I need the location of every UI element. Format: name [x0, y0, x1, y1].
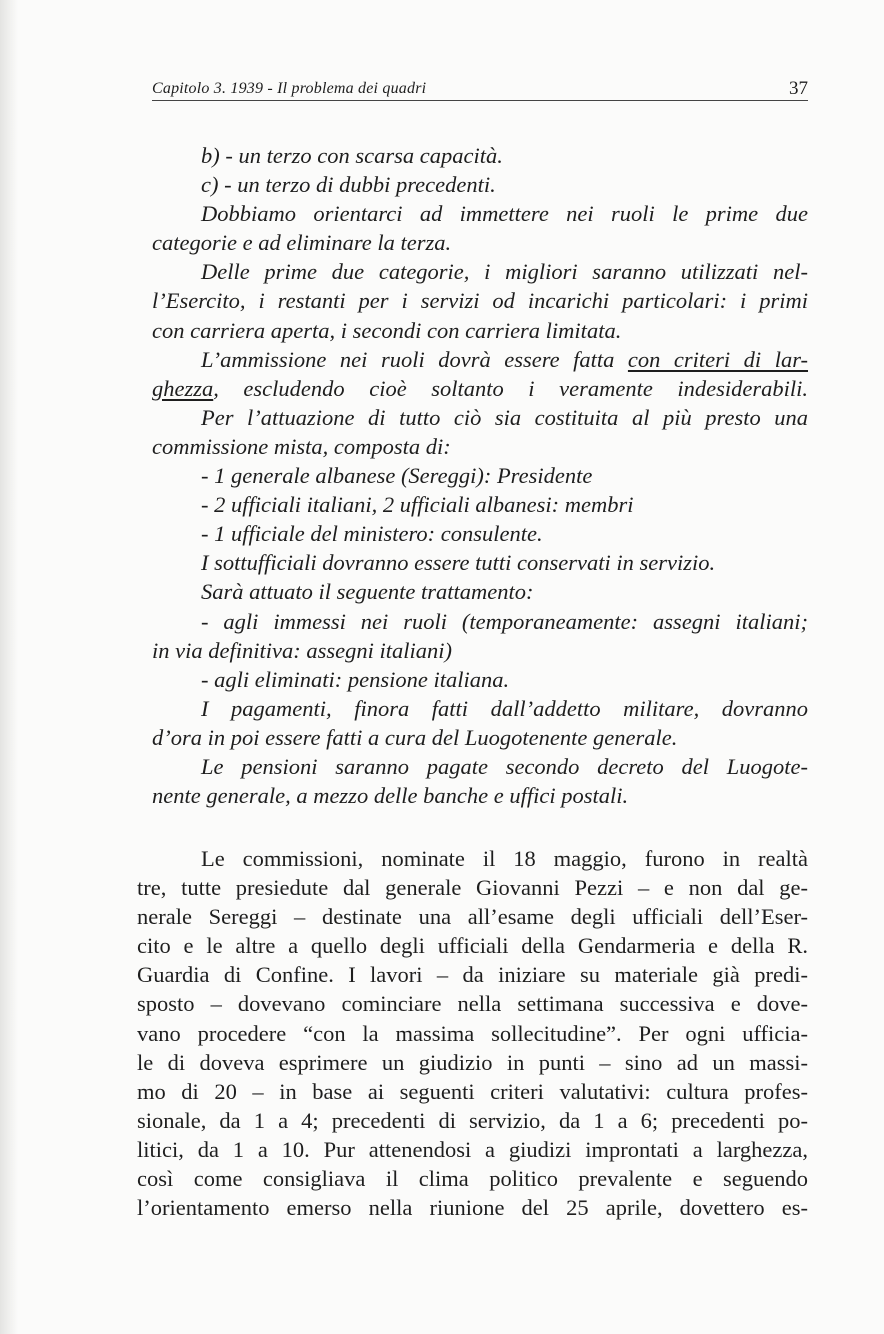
- quote-line: I pagamenti, finora fatti dall’addetto militare, dovranno: [201, 695, 808, 721]
- quoted-document: [152, 141, 808, 810]
- quote-text: L’ammissione nei ruoli dovrà essere fatta: [201, 346, 628, 372]
- quote-line: Delle prime due categorie, i migliori saranno utilizzati nel-: [201, 259, 808, 285]
- quote-line: b) - un terzo con scarsa capacità.: [201, 143, 503, 168]
- quote-list-item: - 1 ufficiale del ministero: consulente.: [201, 521, 543, 547]
- quote-line: Sarà attuato il seguente trattamento:: [201, 579, 534, 605]
- underlined-phrase: ghezza: [152, 375, 214, 401]
- quote-line: nente generale, a mezzo delle banche e uffici postali.: [152, 783, 629, 809]
- quote-line: categorie e ad eliminare la terza.: [152, 230, 452, 256]
- page-number: 37: [789, 78, 808, 99]
- paragraph-line: le di doveva esprimere un giudizio in punti – sino ad un massi-: [137, 1049, 808, 1075]
- paragraph-line: Guardia di Confine. I lavori – da iniziare su materiale già predi-: [137, 962, 808, 988]
- quote-text: , escludendo cioè soltanto i veramente indesiderabili.: [213, 375, 808, 401]
- quote-line: I sottufficiali dovranno essere tutti conservati in servizio.: [201, 550, 716, 576]
- paragraph-line: tre, tutte presiedute dal generale Giovanni Pezzi – e non dal ge-: [137, 875, 808, 901]
- quote-line: Per l’attuazione di tutto ciò sia costituita al più presto una: [201, 404, 808, 430]
- paragraph-line: sionale, da 1 a 4; precedenti di servizio, da 1 a 6; precedenti po-: [137, 1107, 808, 1133]
- quote-list-item: - agli immessi nei ruoli (temporaneamente: assegni italiani;: [201, 608, 808, 634]
- paragraph-line: Le commissioni, nominate il 18 maggio, furono in realtà: [201, 846, 808, 871]
- quote-line: d’ora in poi essere fatti a cura del Luogotenente generale.: [152, 724, 678, 750]
- running-header: [152, 76, 808, 101]
- paragraph-line: litici, da 1 a 10. Pur attenendosi a giudizi improntati a larghezza,: [137, 1136, 808, 1162]
- quote-line: con carriera aperta, i secondi con carriera limitata.: [152, 317, 622, 343]
- quote-line: commissione mista, composta di:: [152, 433, 451, 459]
- body-paragraph: [137, 844, 808, 1222]
- quote-line: c) - un terzo di dubbi precedenti.: [201, 172, 496, 198]
- paragraph-line: nerale Sereggi – destinate una all’esame degli ufficiali dell’Eser-: [137, 904, 808, 930]
- quote-line: Le pensioni saranno pagate secondo decreto del Luogote-: [201, 753, 808, 779]
- page-edge-shadow: [0, 0, 18, 1334]
- quote-line-underlined-start: [152, 345, 808, 374]
- paragraph-line: l’orientamento emerso nella riunione del 25 aprile, dovettero es-: [137, 1195, 808, 1221]
- quote-line-underlined-end: [152, 374, 808, 403]
- paragraph-line: così come consigliava il clima politico prevalente e seguendo: [137, 1166, 808, 1192]
- quote-list-item: - 2 ufficiali italiani, 2 ufficiali albanesi: membri: [201, 492, 634, 518]
- chapter-title: Capitolo 3. 1939 - Il problema dei quadri: [152, 80, 427, 97]
- paragraph-line: mo di 20 – in base ai seguenti criteri valutativi: cultura profes-: [137, 1078, 808, 1104]
- quote-list-item: - agli eliminati: pensione italiana.: [201, 666, 510, 692]
- underlined-phrase: con criteri di lar-: [627, 346, 809, 372]
- quote-line: l’Esercito, i restanti per i servizi od incarichi particolari: i primi: [152, 288, 808, 314]
- quote-list-item: - 1 generale albanese (Sereggi): Presidente: [201, 463, 593, 489]
- quote-line: Dobbiamo orientarci ad immettere nei ruoli le prime due: [201, 201, 808, 227]
- paragraph-line: sposto – dovevano cominciare nella settimana successiva e dove-: [137, 991, 808, 1017]
- paragraph-line: cito e le altre a quello degli ufficiali della Gendarmeria e della R.: [137, 933, 808, 959]
- quote-line: in via definitiva: assegni italiani): [152, 637, 452, 663]
- paragraph-line: vano procedere “con la massima sollecitudine”. Per ogni ufficia-: [137, 1020, 808, 1046]
